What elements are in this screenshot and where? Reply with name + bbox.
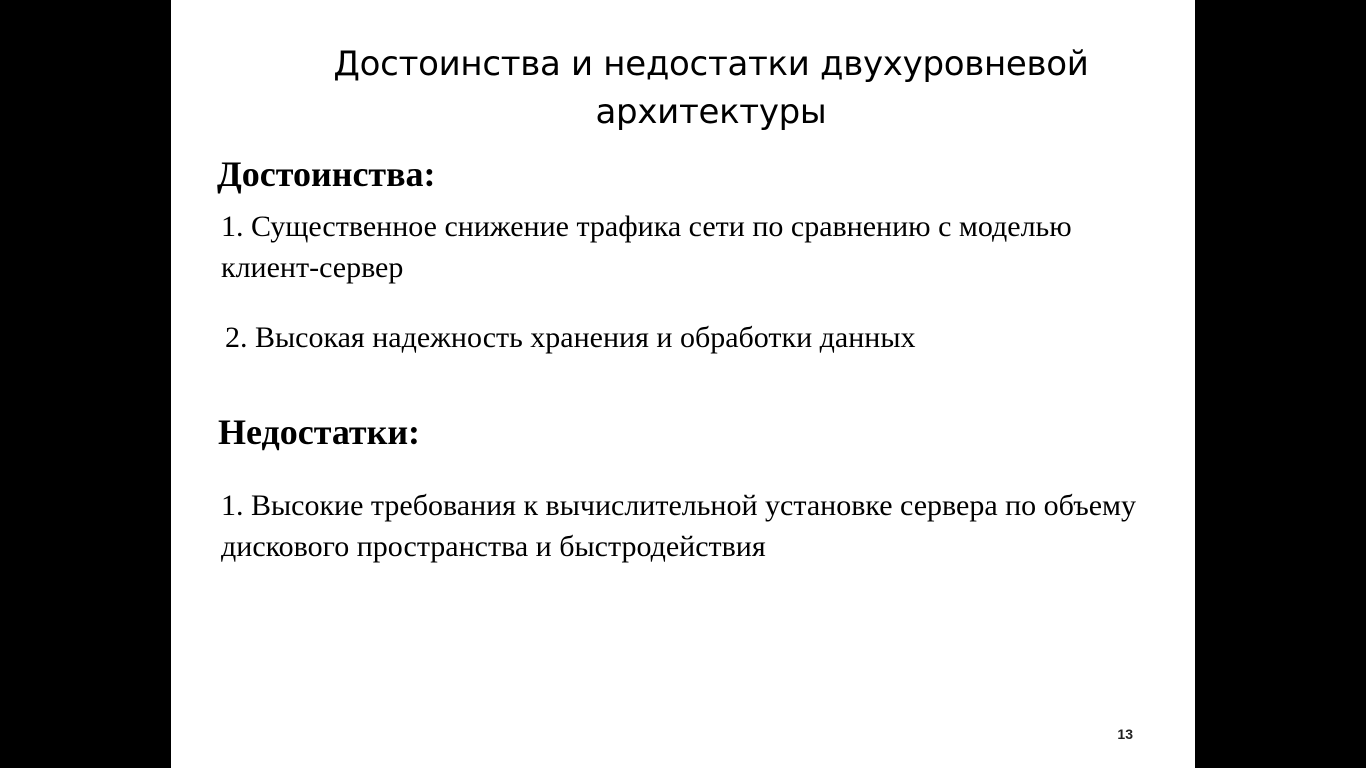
slide-number: 13: [1117, 726, 1133, 742]
slide: [171, 0, 1195, 768]
advantage-item-2: 2. Высокая надежность хранения и обработки данных: [225, 321, 916, 354]
slide-title: Достоинства и недостатки двухуровневой архитектуры: [333, 44, 1089, 132]
advantage-item-1: 1. Существенное снижение трафика сети по сравнению с моделью клиент-сервер: [221, 210, 1072, 284]
advantages-heading: Достоинства:: [217, 154, 436, 194]
disadvantage-item-1: 1. Высокие требования к вычислительной установке сервера по объему дискового пространства и быстродействия: [221, 489, 1137, 563]
disadvantages-heading: Недостатки:: [218, 412, 421, 452]
